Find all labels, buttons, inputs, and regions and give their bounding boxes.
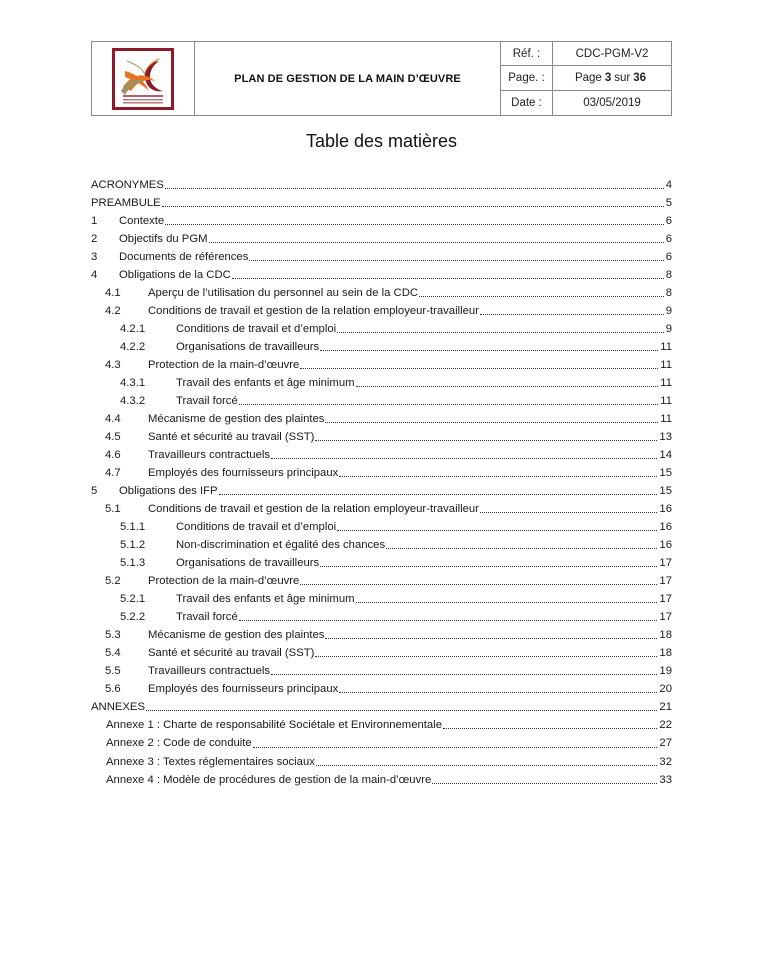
toc-entry[interactable] bbox=[91, 554, 672, 572]
dot-leader bbox=[320, 554, 657, 572]
toc-entry-page-number[interactable]: 17 bbox=[659, 611, 672, 624]
toc-entry-line bbox=[148, 626, 672, 644]
toc-entry-title[interactable]: Non-discrimination et égalité des chances bbox=[176, 539, 386, 552]
page-prefix: Page bbox=[574, 71, 602, 84]
toc-entry-title[interactable]: Annexe 3 : Textes réglementaires sociaux bbox=[106, 755, 315, 768]
toc-entry-title[interactable]: Annexe 4 : Modèle de procédures de gestion de la main-d’œuvre bbox=[106, 773, 432, 786]
toc-entry-title[interactable]: Conditions de travail et d’emploi bbox=[176, 521, 337, 534]
toc-entry-page-number[interactable]: 21 bbox=[659, 701, 672, 714]
toc-entry-title[interactable]: Annexe 1 : Charte de responsabilité Sociétale et Environnementale bbox=[106, 719, 442, 732]
toc-entry-number: 2 bbox=[91, 233, 98, 246]
toc-entry[interactable] bbox=[91, 572, 672, 590]
toc-entry-line bbox=[119, 230, 672, 248]
toc-entry[interactable] bbox=[91, 392, 672, 410]
toc-entry-number: 5.1.1 bbox=[120, 521, 146, 534]
toc-entry[interactable] bbox=[91, 374, 672, 392]
toc-entry[interactable] bbox=[91, 176, 672, 194]
dot-leader bbox=[162, 194, 664, 212]
toc-entry-line bbox=[119, 248, 672, 266]
toc-entry-page-number[interactable]: 8 bbox=[665, 287, 672, 300]
toc-entry-page-number[interactable]: 11 bbox=[660, 395, 672, 408]
dot-leader bbox=[239, 392, 659, 410]
toc-entry-number: 4.7 bbox=[105, 467, 121, 480]
toc-entry-line bbox=[176, 392, 672, 410]
toc-entry[interactable] bbox=[91, 464, 672, 482]
toc-entry-page-number[interactable]: 4 bbox=[665, 179, 672, 191]
toc-entry-line bbox=[148, 572, 672, 590]
toc-entry-page-number[interactable]: 9 bbox=[665, 323, 672, 336]
toc-entry-number: 5.3 bbox=[105, 629, 121, 642]
dot-leader bbox=[315, 428, 657, 446]
toc-entry-page-number[interactable]: 20 bbox=[659, 683, 672, 696]
toc-entry-line bbox=[148, 356, 672, 374]
toc-entry-line bbox=[106, 734, 672, 752]
toc-entry-number: 4 bbox=[91, 269, 98, 282]
dot-leader bbox=[325, 626, 657, 644]
page-total: 36 bbox=[633, 71, 647, 84]
toc-entry-title[interactable]: Travailleurs contractuels bbox=[148, 449, 271, 462]
toc-entry-number: 4.5 bbox=[105, 431, 121, 444]
toc-entry-page-number[interactable]: 11 bbox=[660, 377, 672, 390]
toc-entry-line bbox=[148, 464, 672, 482]
dot-leader bbox=[271, 446, 657, 464]
toc-entry-title[interactable]: Obligations de la CDC bbox=[119, 269, 231, 282]
toc-entry-line bbox=[176, 320, 672, 338]
dot-leader bbox=[253, 734, 658, 752]
toc-entry[interactable] bbox=[91, 753, 672, 771]
toc-entry-title[interactable]: Santé et sécurité au travail (SST) bbox=[148, 431, 315, 444]
toc-entry[interactable] bbox=[91, 680, 672, 698]
toc-entry[interactable] bbox=[91, 410, 672, 428]
toc-entry-page-number[interactable]: 11 bbox=[660, 341, 672, 354]
dot-leader bbox=[480, 302, 664, 320]
toc-entry-line bbox=[176, 338, 672, 356]
toc-entry-title[interactable]: Conditions de travail et d’emploi bbox=[176, 323, 337, 336]
toc-entry[interactable] bbox=[91, 302, 672, 320]
dot-leader bbox=[432, 771, 657, 789]
toc-entry-page-number[interactable]: 19 bbox=[659, 665, 672, 678]
toc-entry-page-number[interactable]: 18 bbox=[659, 629, 672, 642]
dot-leader bbox=[300, 356, 658, 374]
toc-entry-title[interactable]: Annexe 2 : Code de conduite bbox=[106, 737, 252, 750]
cdc-logo bbox=[112, 48, 174, 110]
toc-entry[interactable] bbox=[91, 626, 672, 644]
toc-entry-line bbox=[148, 410, 672, 428]
dot-leader bbox=[337, 518, 657, 536]
table-of-contents bbox=[91, 176, 672, 789]
toc-entry-line bbox=[176, 536, 672, 554]
toc-entry[interactable] bbox=[91, 698, 672, 716]
dot-leader bbox=[339, 464, 657, 482]
dot-leader bbox=[443, 716, 657, 734]
toc-entry-title[interactable]: Conditions de travail et gestion de la relation employeur-travailleur bbox=[148, 503, 479, 516]
dot-leader bbox=[356, 590, 658, 608]
toc-entry-number: 5.2 bbox=[105, 575, 121, 588]
dot-leader bbox=[239, 608, 658, 626]
toc-entry-number: 5.5 bbox=[105, 665, 121, 678]
toc-entry-page-number[interactable]: 11 bbox=[660, 359, 672, 372]
toc-entry-page-number[interactable]: 17 bbox=[659, 575, 672, 588]
toc-entry-page-number[interactable]: 6 bbox=[665, 233, 672, 246]
cdc-logo-icon bbox=[115, 51, 171, 107]
toc-entry-title[interactable]: Contexte bbox=[119, 215, 165, 228]
toc-entry-title[interactable]: Employés des fournisseurs principaux bbox=[148, 683, 339, 696]
toc-entry-line bbox=[148, 500, 672, 518]
page-label: Page. : bbox=[501, 66, 553, 90]
toc-entry-page-number[interactable]: 9 bbox=[665, 305, 672, 318]
toc-entry-number: 4.3.1 bbox=[120, 377, 146, 390]
toc-entry-line bbox=[106, 771, 672, 789]
dot-leader bbox=[232, 266, 664, 284]
toc-entry-line bbox=[176, 554, 672, 572]
toc-entry-line bbox=[91, 698, 672, 716]
toc-entry-page-number[interactable]: 16 bbox=[659, 521, 672, 534]
toc-entry[interactable] bbox=[91, 608, 672, 626]
toc-entry-number: 5.2.2 bbox=[120, 611, 146, 624]
toc-entry-line bbox=[119, 212, 672, 230]
toc-entry-title[interactable]: Mécanisme de gestion des plaintes bbox=[148, 629, 325, 642]
toc-entry-number: 5.2.1 bbox=[120, 593, 146, 606]
toc-entry-title[interactable]: Conditions de travail et gestion de la relation employeur-travailleur bbox=[148, 305, 479, 318]
toc-entry-number: 4.2 bbox=[105, 305, 121, 318]
toc-entry-number: 4.4 bbox=[105, 413, 121, 426]
toc-entry-number: 5.1.2 bbox=[120, 539, 146, 552]
toc-entry-page-number[interactable]: 22 bbox=[659, 719, 672, 732]
toc-entry-number: 4.6 bbox=[105, 449, 121, 462]
toc-entry[interactable] bbox=[91, 500, 672, 518]
toc-entry-number: 4.3 bbox=[105, 359, 121, 372]
dot-leader bbox=[386, 536, 657, 554]
toc-entry[interactable] bbox=[91, 338, 672, 356]
toc-entry-number: 5.1.3 bbox=[120, 557, 146, 570]
toc-entry-number: 5.6 bbox=[105, 683, 121, 696]
toc-entry-line bbox=[148, 662, 672, 680]
toc-entry[interactable] bbox=[91, 284, 672, 302]
toc-entry[interactable] bbox=[91, 248, 672, 266]
toc-entry[interactable] bbox=[91, 446, 672, 464]
toc-entry-title[interactable]: Documents de références bbox=[119, 251, 249, 264]
toc-entry-page-number[interactable]: 13 bbox=[659, 431, 672, 444]
toc-entry-page-number[interactable]: 32 bbox=[659, 755, 672, 768]
toc-entry-number: 1 bbox=[91, 215, 98, 228]
toc-entry[interactable] bbox=[91, 518, 672, 536]
dot-leader bbox=[325, 410, 658, 428]
toc-entry-line bbox=[119, 482, 672, 500]
toc-entry[interactable] bbox=[91, 482, 672, 500]
toc-entry[interactable] bbox=[91, 320, 672, 338]
toc-entry-page-number[interactable]: 15 bbox=[659, 485, 672, 498]
toc-entry-line bbox=[176, 590, 672, 608]
dot-leader bbox=[249, 248, 663, 266]
toc-entry-title[interactable]: Travail forcé bbox=[176, 611, 238, 624]
toc-entry[interactable] bbox=[91, 428, 672, 446]
toc-entry[interactable] bbox=[91, 662, 672, 680]
toc-entry[interactable] bbox=[91, 194, 672, 212]
dot-leader bbox=[165, 212, 663, 230]
toc-title: Table des matières bbox=[305, 131, 458, 151]
dot-leader bbox=[165, 176, 664, 194]
toc-entry-line bbox=[148, 680, 672, 698]
dot-leader bbox=[219, 482, 658, 500]
toc-entry-number: 5.4 bbox=[105, 647, 121, 660]
toc-entry-line bbox=[148, 446, 672, 464]
toc-entry-page-number[interactable]: 8 bbox=[665, 269, 672, 282]
toc-entry-line bbox=[148, 644, 672, 662]
toc-entry-page-number[interactable]: 16 bbox=[659, 503, 672, 516]
toc-entry-page-number[interactable]: 5 bbox=[665, 197, 672, 210]
date-label: Date : bbox=[501, 91, 553, 115]
toc-entry-line bbox=[106, 753, 672, 771]
dot-leader bbox=[419, 284, 664, 302]
page-sep: sur bbox=[614, 71, 631, 84]
toc-entry-title[interactable]: Travail des enfants et âge minimum bbox=[176, 377, 355, 390]
toc-entry-line bbox=[91, 176, 672, 194]
toc-entry-title[interactable]: ANNEXES bbox=[91, 701, 145, 714]
toc-entry[interactable] bbox=[91, 644, 672, 662]
date-value: 03/05/2019 bbox=[583, 96, 641, 109]
dot-leader bbox=[339, 680, 657, 698]
toc-entry-page-number[interactable]: 6 bbox=[665, 215, 672, 228]
toc-entry[interactable] bbox=[91, 536, 672, 554]
toc-entry[interactable] bbox=[91, 716, 672, 734]
dot-leader bbox=[209, 230, 664, 248]
toc-entry-line bbox=[119, 266, 672, 284]
toc-entry-page-number[interactable]: 14 bbox=[659, 449, 672, 462]
toc-entry-title[interactable]: PREAMBULE bbox=[91, 197, 161, 210]
toc-entry-title[interactable]: Travail forcé bbox=[176, 395, 238, 408]
toc-entry-line bbox=[176, 374, 672, 392]
toc-entry[interactable] bbox=[91, 266, 672, 284]
ref-value: CDC-PGM-V2 bbox=[553, 42, 671, 66]
dot-leader bbox=[480, 500, 657, 518]
toc-entry-title[interactable]: Obligations des IFP bbox=[119, 485, 218, 498]
toc-entry-page-number[interactable]: 6 bbox=[665, 251, 672, 264]
toc-entry[interactable] bbox=[91, 771, 672, 789]
toc-entry-line bbox=[176, 518, 672, 536]
toc-entry-number: 5 bbox=[91, 485, 98, 498]
toc-entry-title[interactable]: Organisations de travailleurs bbox=[176, 557, 320, 570]
toc-entry-number: 3 bbox=[91, 251, 98, 264]
dot-leader bbox=[300, 572, 657, 590]
toc-entry-title[interactable]: Aperçu de l’utilisation du personnel au sein de la CDC bbox=[148, 287, 419, 300]
toc-entry[interactable] bbox=[91, 230, 672, 248]
dot-leader bbox=[356, 374, 659, 392]
toc-entry[interactable] bbox=[91, 590, 672, 608]
toc-entry-page-number[interactable]: 18 bbox=[659, 647, 672, 660]
toc-entry-title[interactable]: Organisations de travailleurs bbox=[176, 341, 320, 354]
toc-entry-title[interactable]: Objectifs du PGM bbox=[119, 233, 208, 246]
toc-entry-page-number[interactable]: 11 bbox=[660, 413, 672, 426]
dot-leader bbox=[337, 320, 664, 338]
toc-entry-title[interactable]: Travailleurs contractuels bbox=[148, 665, 271, 678]
toc-entry-number: 4.3.2 bbox=[120, 395, 146, 408]
toc-entry-line bbox=[176, 608, 672, 626]
toc-entry-page-number[interactable]: 33 bbox=[659, 773, 672, 786]
dot-leader bbox=[315, 644, 657, 662]
toc-entry-number: 4.2.1 bbox=[120, 323, 146, 336]
toc-entry-page-number[interactable]: 27 bbox=[659, 737, 672, 750]
page-current: 3 bbox=[604, 71, 612, 84]
toc-entry[interactable] bbox=[91, 734, 672, 752]
toc-entry-line bbox=[91, 194, 672, 212]
dot-leader bbox=[271, 662, 657, 680]
toc-entry-title[interactable]: Protection de la main-d’œuvre bbox=[148, 575, 300, 588]
dot-leader bbox=[146, 698, 657, 716]
document-header-table bbox=[91, 41, 672, 116]
toc-entry-title[interactable]: Travail des enfants et âge minimum bbox=[176, 593, 355, 606]
toc-entry-page-number[interactable]: 17 bbox=[659, 593, 672, 606]
toc-entry-line bbox=[148, 428, 672, 446]
toc-entry[interactable] bbox=[91, 356, 672, 374]
toc-entry-page-number[interactable]: 17 bbox=[659, 557, 672, 570]
toc-entry-title[interactable]: ACRONYMES bbox=[91, 179, 164, 191]
toc-entry-title[interactable]: Santé et sécurité au travail (SST) bbox=[148, 647, 315, 660]
document-title: PLAN DE GESTION DE LA MAIN D’ŒUVRE bbox=[195, 42, 501, 115]
dot-leader bbox=[320, 338, 658, 356]
toc-entry-line bbox=[148, 284, 672, 302]
toc-entry-number: 4.1 bbox=[105, 287, 121, 300]
toc-entry-title[interactable]: Protection de la main-d’œuvre bbox=[148, 359, 300, 372]
toc-entry-title[interactable]: Employés des fournisseurs principaux bbox=[148, 467, 339, 480]
dot-leader bbox=[316, 753, 658, 771]
toc-entry-number: 5.1 bbox=[105, 503, 121, 516]
toc-entry-number: 4.2.2 bbox=[120, 341, 146, 354]
page-value bbox=[553, 66, 671, 90]
toc-entry-page-number[interactable]: 15 bbox=[659, 467, 672, 480]
toc-entry-line bbox=[148, 302, 672, 320]
toc-entry-line bbox=[106, 716, 672, 734]
logo-cell bbox=[92, 42, 195, 115]
toc-entry-title[interactable]: Mécanisme de gestion des plaintes bbox=[148, 413, 325, 426]
ref-label: Réf. : bbox=[501, 42, 553, 66]
toc-entry[interactable] bbox=[91, 212, 672, 230]
toc-entry-page-number[interactable]: 16 bbox=[659, 539, 672, 552]
